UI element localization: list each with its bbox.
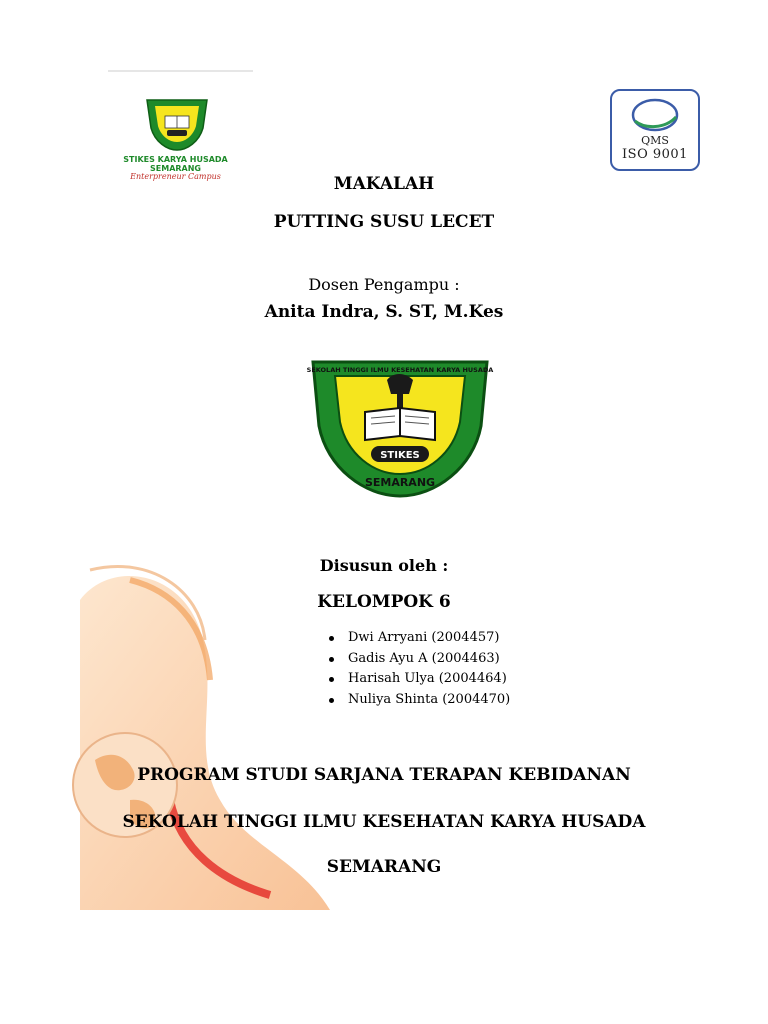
bullet-icon — [329, 636, 334, 641]
document-type: MAKALAH — [333, 174, 435, 194]
institution-name — [108, 155, 243, 173]
member-name: Nuliya Shinta (2004470) — [348, 691, 511, 707]
member-name: Dwi Arryani (2004457) — [348, 630, 500, 645]
institution-city-text: SEMARANG — [150, 164, 201, 173]
school-name: SEKOLAH TINGGI ILMU KESEHATAN KARYA HUSADA — [122, 812, 646, 832]
member-name: Harisah Ulya (2004464) — [348, 671, 507, 686]
qms-text: QMS — [641, 134, 669, 147]
iso-text: ISO 9001 — [622, 147, 688, 162]
study-program: PROGRAM STUDI SARJANA TERAPAN KEBIDANAN — [137, 765, 631, 785]
institution-tagline: Enterpreneur Campus — [130, 172, 221, 181]
egs-logo-icon — [630, 97, 680, 133]
emblem-badge-text: STIKES — [380, 450, 420, 461]
emblem-ring-text: SEKOLAH TINGGI ILMU KESEHATAN KARYA HUSADA — [306, 366, 494, 374]
iso-certification-badge — [610, 89, 700, 171]
member-list — [328, 628, 510, 710]
list-item — [328, 669, 510, 690]
bullet-icon — [329, 698, 334, 703]
institution-name-text: STIKES KARYA HUSADA — [123, 155, 228, 164]
divider — [108, 70, 253, 72]
bullet-icon — [329, 657, 334, 662]
document-title: PUTTING SUSU LECET — [273, 212, 495, 232]
city-name: SEMARANG — [326, 857, 442, 877]
authors-label: Disusun oleh : — [319, 556, 449, 575]
lecturer-label: Dosen Pengampu : — [308, 275, 460, 294]
list-item — [328, 649, 510, 670]
institution-emblem — [305, 330, 495, 500]
shield-emblem-icon — [141, 88, 213, 152]
group-name: KELOMPOK 6 — [317, 592, 451, 612]
institution-logo — [108, 70, 258, 185]
bullet-icon — [329, 677, 334, 682]
member-name: Gadis Ayu A (2004463) — [348, 650, 500, 666]
list-item — [328, 690, 510, 711]
list-item — [328, 628, 510, 649]
lecturer-name: Anita Indra, S. ST, M.Kes — [264, 302, 504, 322]
emblem-city-text: SEMARANG — [364, 476, 436, 489]
